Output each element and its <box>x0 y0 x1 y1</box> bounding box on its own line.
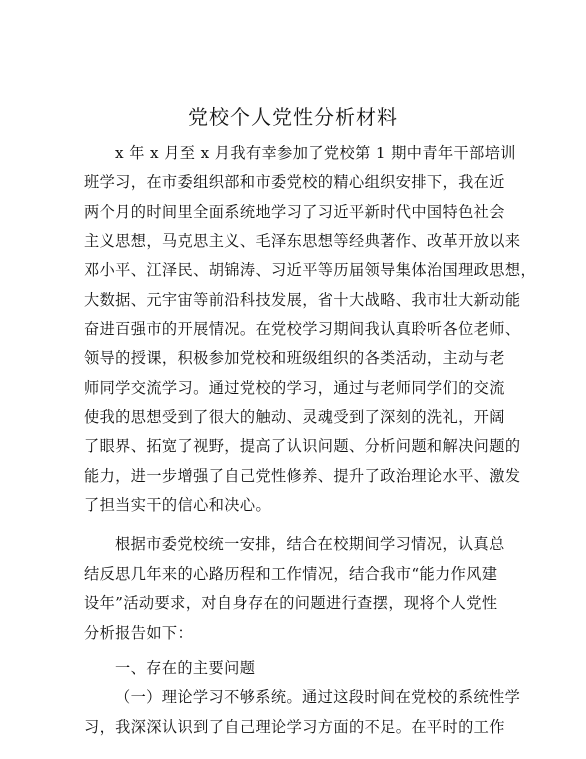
paragraph-line: 班学习，在市委组织部和市委党校的精心组织安排下，我在近 <box>84 173 505 192</box>
paragraph-line: 主义思想，马克思主义、毛泽东思想等经典著作、改革开放以来 <box>84 232 521 251</box>
paragraph-line: 两个月的时间里全面系统地学习了习近平新时代中国特色社会 <box>84 202 505 221</box>
paragraph-line: x 年 x 月至 x 月我有幸参加了党校第 1 期中青年干部培训 <box>115 144 516 162</box>
paragraph-line: 根据市委党校统一安排，结合在校期间学习情况，认真总 <box>115 535 505 554</box>
paragraph-line: 了担当实干的信心和决心。 <box>84 496 272 515</box>
paragraph-line: 领导的授课，积极参加党校和班级组织的各类活动，主动与老 <box>84 349 505 368</box>
paragraph-line: 能力，进一步增强了自己党性修养、提升了政治理论水平、激发 <box>84 466 521 485</box>
document-title: 党校个人党性分析材料 <box>188 105 398 129</box>
paragraph-line: （一）理论学习不够系统。通过这段时间在党校的系统性学 <box>115 688 521 707</box>
paragraph-line: 大数据、元宇宙等前沿科技发展，省十大战略、我市壮大新动能 <box>84 290 521 309</box>
document-body <box>84 139 537 742</box>
paragraph-line: 分析报告如下： <box>84 623 194 642</box>
paragraph-3 <box>84 683 521 742</box>
paragraph-line: 师同学交流学习。通过党校的学习，通过与老师同学们的交流 <box>84 378 505 397</box>
paragraph-line: 了眼界、拓宽了视野，提高了认识问题、分析问题和解决问题的 <box>84 437 521 456</box>
paragraph-line: 习，我深深认识到了自己理论学习方面的不足。在平时的工作 <box>84 717 505 736</box>
paragraph-line: 使我的思想受到了很大的触动、灵魂受到了深刻的洗礼，开阔 <box>84 408 505 427</box>
paragraph-line: 奋进百强市的开展情况。在党校学习期间我认真聆听各位老师、 <box>84 320 521 339</box>
paragraph-2 <box>84 530 505 647</box>
section-heading: 一、存在的主要问题 <box>115 658 256 677</box>
paragraph-line: 结反思几年来的心路历程和工作情况，结合我市“能力作风建 <box>84 564 498 583</box>
paragraph-line: 设年”活动要求，对自身存在的问题进行查摆，现将个人党性 <box>84 594 498 613</box>
paragraph-line: 邓小平、江泽民、胡锦涛、习近平等历届领导集体治国理政思想， <box>84 261 537 280</box>
paragraph-1 <box>84 139 537 520</box>
paragraph-spacer <box>84 520 502 530</box>
